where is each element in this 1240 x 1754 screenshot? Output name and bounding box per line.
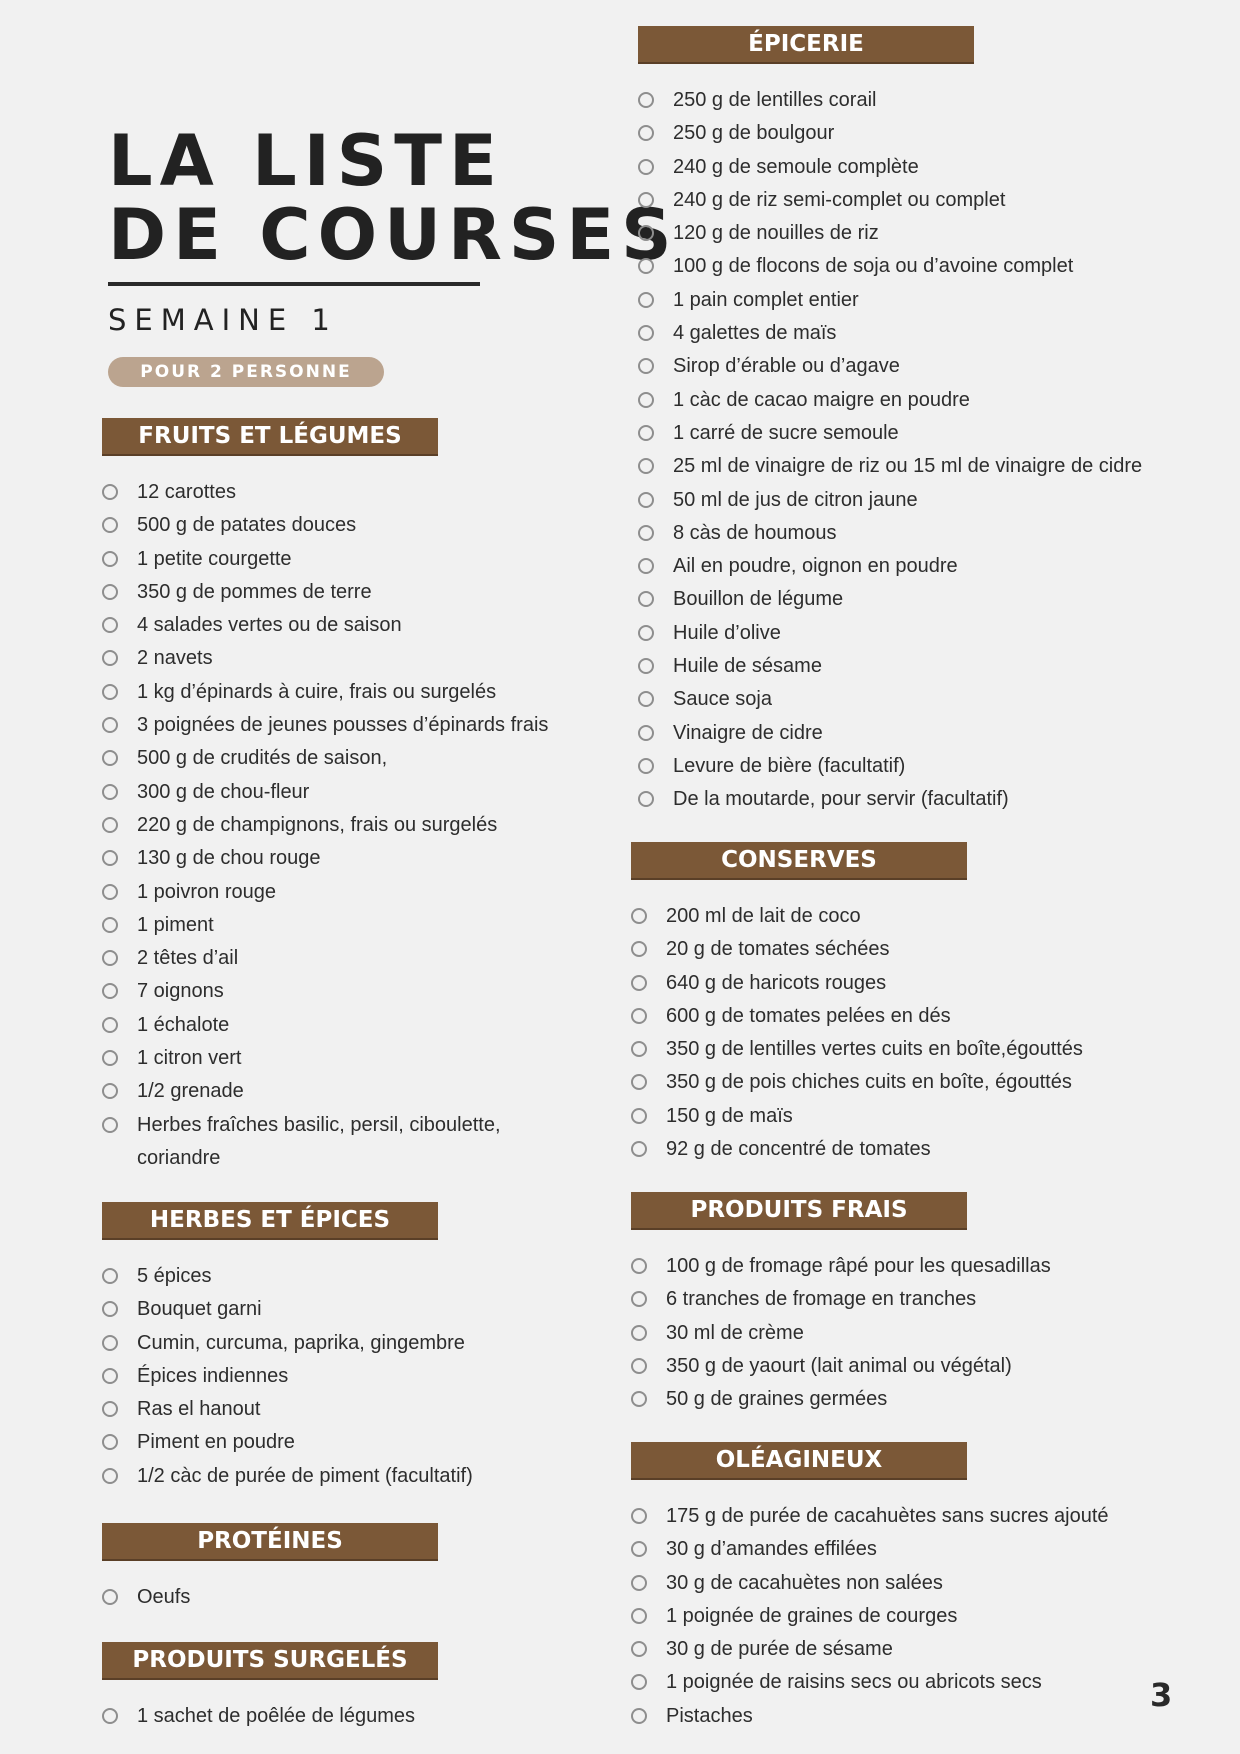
checklist-item[interactable] [102,942,582,975]
checkbox-circle-icon[interactable] [631,1575,647,1591]
checklist-item[interactable] [102,842,582,875]
checkbox-circle-icon[interactable] [638,258,654,274]
item-label: Herbes fraîches basilic, persil, ciboulette, coriandre [137,1113,501,1169]
checkbox-circle-icon[interactable] [102,650,118,666]
section-heading: PROTÉINES [102,1523,438,1559]
checklist-item[interactable] [638,550,1198,583]
section-heading: HERBES ET ÉPICES [102,1202,438,1238]
checkbox-circle-icon[interactable] [102,850,118,866]
checklist-item[interactable] [631,1066,1191,1099]
checkbox-circle-icon[interactable] [102,784,118,800]
checklist-item[interactable] [102,975,582,1008]
checkbox-circle-icon[interactable] [631,1074,647,1090]
page-title-line-1: LA LISTE [108,120,504,202]
item-label: 4 salades vertes ou de saison [137,614,402,637]
checkbox-circle-icon[interactable] [638,525,654,541]
checklist-item[interactable] [631,1700,1191,1733]
item-label: 350 g de yaourt (lait animal ou végétal) [666,1354,1012,1377]
checkbox-circle-icon[interactable] [631,1508,647,1524]
checkbox-circle-icon[interactable] [638,658,654,674]
checklist [102,1260,582,1493]
checklist-item[interactable] [631,1283,1191,1316]
checklist-item[interactable] [638,317,1198,350]
checklist-item[interactable] [638,617,1198,650]
checkbox-circle-icon[interactable] [102,1589,118,1605]
checkbox-circle-icon[interactable] [631,1258,647,1274]
checklist-item[interactable] [102,1260,582,1293]
checklist-item[interactable] [638,783,1198,816]
checklist-item[interactable] [631,1567,1191,1600]
checkbox-circle-icon[interactable] [102,717,118,733]
checklist-item[interactable] [631,967,1191,1000]
item-label: 92 g de concentré de tomates [666,1138,931,1161]
checklist-item[interactable] [638,217,1198,250]
item-label: Huile de sésame [673,655,822,678]
checklist-item[interactable] [631,1600,1191,1633]
checklist-item[interactable] [631,1033,1191,1066]
checkbox-circle-icon[interactable] [638,392,654,408]
item-label: 1 càc de cacao maigre en poudre [673,388,970,411]
checkbox-circle-icon[interactable] [102,1468,118,1484]
checklist [102,1581,582,1614]
week-label: SEMAINE 1 [108,303,338,337]
item-label: 350 g de lentilles vertes cuits en boîte,égouttés [666,1038,1083,1061]
item-label: 1 échalote [137,1013,230,1036]
checkbox-circle-icon[interactable] [102,1434,118,1450]
checkbox-circle-icon[interactable] [638,691,654,707]
checklist-item[interactable] [638,117,1198,150]
item-label: 100 g de flocons de soja ou d’avoine complet [673,255,1074,278]
checklist-item[interactable] [638,284,1198,317]
checkbox-circle-icon[interactable] [102,517,118,533]
checkbox-circle-icon[interactable] [102,551,118,567]
item-label: 50 g de graines germées [666,1388,888,1411]
checkbox-circle-icon[interactable] [631,1358,647,1374]
item-label: 500 g de patates douces [137,514,357,537]
item-label: 12 carottes [137,481,236,503]
item-label: 6 tranches de fromage en tranches [666,1288,977,1311]
item-label: Épices indiennes [137,1364,289,1387]
checklist-item[interactable] [631,1633,1191,1666]
checklist-item[interactable] [102,1009,582,1042]
checkbox-circle-icon[interactable] [102,1335,118,1351]
item-label: Ail en poudre, oignon en poudre [673,555,958,578]
checkbox-circle-icon[interactable] [631,1674,647,1690]
checkbox-circle-icon[interactable] [638,292,654,308]
checklist-item[interactable] [102,1393,582,1426]
page-title [108,120,679,276]
section-heading: FRUITS ET LÉGUMES [102,418,438,454]
item-label: Oeufs [137,1586,191,1608]
item-label: 30 g d’amandes effilées [666,1538,877,1561]
checklist-item[interactable] [638,583,1198,616]
item-label: 1/2 càc de purée de piment (facultatif) [137,1464,473,1487]
checklist-item[interactable] [638,517,1198,550]
item-label: 1 kg d’épinards à cuire, frais ou surgelés [137,680,497,703]
checkbox-circle-icon[interactable] [638,425,654,441]
checklist-item[interactable] [638,683,1198,716]
item-label: 3 poignées de jeunes pousses d’épinards frais [137,714,549,737]
checklist [631,1250,1191,1416]
checkbox-circle-icon[interactable] [102,1401,118,1417]
checkbox-circle-icon[interactable] [638,159,654,175]
checklist-item[interactable] [102,609,582,642]
item-label: 350 g de pommes de terre [137,580,372,603]
checklist-item[interactable] [102,576,582,609]
checkbox-circle-icon[interactable] [631,1141,647,1157]
persons-badge: POUR 2 PERSONNE [108,357,384,387]
item-label: 500 g de crudités de saison, [137,747,388,770]
item-label: 175 g de purée de cacahuètes sans sucres ajouté [666,1505,1109,1527]
checkbox-circle-icon[interactable] [102,817,118,833]
checklist-item[interactable] [638,384,1198,417]
checkbox-circle-icon[interactable] [631,1541,647,1557]
checklist-item[interactable] [631,1250,1191,1283]
checklist-item[interactable] [631,1100,1191,1133]
checklist-item[interactable] [102,509,582,542]
checkbox-circle-icon[interactable] [631,1708,647,1724]
item-label: 50 ml de jus de citron jaune [673,488,918,511]
section-produits-surgeles [102,1642,582,1733]
item-label: 640 g de haricots rouges [666,971,887,994]
checklist-item[interactable] [102,543,582,576]
checklist-item[interactable] [638,250,1198,283]
checklist-item[interactable] [631,1317,1191,1350]
item-label: Sirop d’érable ou d’agave [673,355,900,378]
section-oleagineux [631,1442,1191,1733]
item-label: 1 poignée de raisins secs ou abricots secs [666,1671,1042,1694]
checklist [638,84,1198,817]
checkbox-circle-icon[interactable] [631,1608,647,1624]
checklist-item[interactable] [102,909,582,942]
checkbox-circle-icon[interactable] [102,584,118,600]
checklist-item[interactable] [102,1426,582,1459]
checkbox-circle-icon[interactable] [638,625,654,641]
checklist-item[interactable] [638,350,1198,383]
checkbox-circle-icon[interactable] [102,1083,118,1099]
checkbox-circle-icon[interactable] [631,1325,647,1341]
item-label: Ras el hanout [137,1398,261,1421]
title-underline [108,282,480,286]
section-herbes-epices [102,1202,582,1493]
checkbox-circle-icon[interactable] [638,225,654,241]
checklist-item[interactable] [102,1075,582,1108]
section-epicerie [638,26,1198,817]
item-label: 25 ml de vinaigre de riz ou 15 ml de vinaigre de cidre [673,455,1143,478]
checklist-item[interactable] [102,676,582,709]
item-label: 1 poignée de graines de courges [666,1604,958,1627]
checklist-item[interactable] [638,484,1198,517]
checkbox-circle-icon[interactable] [102,684,118,700]
checkbox-circle-icon[interactable] [102,617,118,633]
checkbox-circle-icon[interactable] [631,908,647,924]
item-label: 240 g de semoule complète [673,155,919,178]
checkbox-circle-icon[interactable] [102,1050,118,1066]
page-title-line-2: DE COURSES [108,194,679,276]
checklist-item[interactable] [102,1109,582,1176]
checklist-item[interactable] [638,417,1198,450]
checklist-item[interactable] [631,1000,1191,1033]
checklist-item[interactable] [102,876,582,909]
checklist-item[interactable] [631,1533,1191,1566]
checkbox-circle-icon[interactable] [638,791,654,807]
checklist-item[interactable] [638,717,1198,750]
checkbox-circle-icon[interactable] [638,92,654,108]
item-label: 2 navets [137,647,213,670]
checklist-item[interactable] [102,642,582,675]
checklist-item[interactable] [102,809,582,842]
item-label: 1 pain complet entier [673,288,859,311]
section-heading: OLÉAGINEUX [631,1442,967,1478]
checkbox-circle-icon[interactable] [102,917,118,933]
checklist-item[interactable] [102,776,582,809]
checklist-item[interactable] [631,900,1191,933]
checklist-item[interactable] [631,1350,1191,1383]
checkbox-circle-icon[interactable] [102,750,118,766]
checklist-item[interactable] [102,1581,582,1614]
checkbox-circle-icon[interactable] [631,1008,647,1024]
item-label: 8 càs de houmous [673,521,837,544]
checkbox-circle-icon[interactable] [102,1268,118,1284]
item-label: De la moutarde, pour servir (facultatif) [673,788,1009,811]
item-label: 300 g de chou-fleur [137,780,310,803]
item-label: 1 citron vert [137,1047,242,1070]
item-label: 220 g de champignons, frais ou surgelés [137,813,498,836]
checklist-item[interactable] [102,476,582,509]
section-conserves [631,842,1191,1166]
item-label: 2 têtes d’ail [137,947,239,970]
section-proteines [102,1523,582,1614]
checkbox-circle-icon[interactable] [638,492,654,508]
checkbox-circle-icon[interactable] [102,1017,118,1033]
checkbox-circle-icon[interactable] [638,558,654,574]
item-label: Bouillon de légume [673,588,844,611]
checkbox-circle-icon[interactable] [102,1117,118,1133]
checkbox-circle-icon[interactable] [638,458,654,474]
checklist-item[interactable] [631,1666,1191,1699]
checklist-item[interactable] [638,450,1198,483]
item-label: Pistaches [666,1704,753,1727]
checkbox-circle-icon[interactable] [631,1108,647,1124]
checklist-item[interactable] [102,1360,582,1393]
checkbox-circle-icon[interactable] [102,484,118,500]
checkbox-circle-icon[interactable] [631,941,647,957]
item-label: 130 g de chou rouge [137,847,321,870]
section-heading: PRODUITS SURGELÉS [102,1642,438,1678]
checkbox-circle-icon[interactable] [102,983,118,999]
item-label: 1 carré de sucre semoule [673,421,899,444]
checklist-item[interactable] [102,709,582,742]
checkbox-circle-icon[interactable] [638,725,654,741]
item-label: Levure de bière (facultatif) [673,754,906,777]
item-label: 20 g de tomates séchées [666,938,890,961]
item-label: 1 poivron rouge [137,880,276,903]
checklist-item[interactable] [102,1700,582,1733]
checkbox-circle-icon[interactable] [631,1391,647,1407]
checklist [102,1700,582,1733]
item-label: 30 ml de crème [666,1321,804,1344]
item-label: 30 g de purée de sésame [666,1638,893,1661]
section-heading: CONSERVES [631,842,967,878]
checkbox-circle-icon[interactable] [631,1041,647,1057]
checklist-item[interactable] [638,184,1198,217]
checkbox-circle-icon[interactable] [631,975,647,991]
checkbox-circle-icon[interactable] [638,591,654,607]
item-label: 100 g de fromage râpé pour les quesadillas [666,1255,1051,1277]
checkbox-circle-icon[interactable] [102,1368,118,1384]
checkbox-circle-icon[interactable] [102,950,118,966]
item-label: 240 g de riz semi-complet ou complet [673,188,1006,211]
checklist [631,1500,1191,1733]
checklist-item[interactable] [631,1133,1191,1166]
checklist-item[interactable] [638,650,1198,683]
checkbox-circle-icon[interactable] [102,1301,118,1317]
item-label: 1 sachet de poêlée de légumes [137,1705,415,1727]
item-label: Sauce soja [673,688,772,711]
checklist-item[interactable] [631,1383,1191,1416]
checklist [102,476,582,1175]
checklist-item[interactable] [638,84,1198,117]
checkbox-circle-icon[interactable] [631,1291,647,1307]
checkbox-circle-icon[interactable] [638,125,654,141]
item-label: 200 ml de lait de coco [666,905,861,927]
item-label: 250 g de lentilles corail [673,89,877,111]
item-label: Vinaigre de cidre [673,721,823,744]
item-label: 350 g de pois chiches cuits en boîte, égouttés [666,1071,1072,1094]
checklist-item[interactable] [102,1460,582,1493]
section-heading: ÉPICERIE [638,26,974,62]
item-label: 1/2 grenade [137,1080,244,1103]
section-produits-frais [631,1192,1191,1416]
checkbox-circle-icon[interactable] [631,1641,647,1657]
checkbox-circle-icon[interactable] [102,884,118,900]
item-label: Huile d’olive [673,621,781,644]
item-label: Bouquet garni [137,1298,262,1321]
item-label: 120 g de nouilles de riz [673,222,879,245]
checklist-item[interactable] [638,151,1198,184]
section-heading: PRODUITS FRAIS [631,1192,967,1228]
item-label: 1 piment [137,913,214,936]
item-label: 150 g de maïs [666,1104,793,1127]
item-label: Cumin, curcuma, paprika, gingembre [137,1331,465,1354]
item-label: 5 épices [137,1265,212,1287]
section-fruits-legumes [102,418,582,1175]
checkbox-circle-icon[interactable] [102,1708,118,1724]
item-label: Piment en poudre [137,1431,295,1454]
item-label: 250 g de boulgour [673,122,835,145]
item-label: 1 petite courgette [137,547,292,570]
checklist-item[interactable] [102,1042,582,1075]
checkbox-circle-icon[interactable] [638,758,654,774]
item-label: 4 galettes de maïs [673,322,837,345]
checklist-item[interactable] [631,1500,1191,1533]
checkbox-circle-icon[interactable] [638,325,654,341]
checklist-item[interactable] [102,1293,582,1326]
item-label: 600 g de tomates pelées en dés [666,1004,951,1027]
checklist-item[interactable] [102,742,582,775]
checklist-item[interactable] [102,1327,582,1360]
item-label: 30 g de cacahuètes non salées [666,1571,943,1594]
checklist-item[interactable] [638,750,1198,783]
checkbox-circle-icon[interactable] [638,358,654,374]
checkbox-circle-icon[interactable] [638,192,654,208]
page-number: 3 [1150,1676,1173,1714]
item-label: 7 oignons [137,980,224,1003]
checklist-item[interactable] [631,933,1191,966]
checklist [631,900,1191,1166]
